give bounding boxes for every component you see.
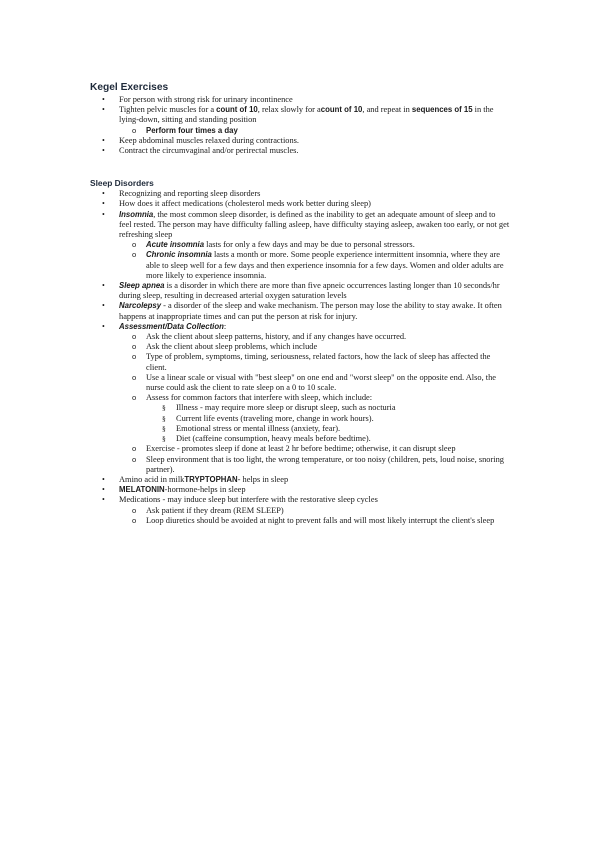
list-item bbox=[90, 444, 510, 454]
list-item bbox=[90, 516, 510, 526]
list-item bbox=[90, 105, 510, 125]
sleep-list bbox=[90, 189, 510, 526]
item-text: Tighten pelvic muscles for a bbox=[119, 105, 217, 115]
bullet-icon: o bbox=[132, 454, 137, 464]
bullet-icon: • bbox=[102, 209, 105, 219]
section-sign-icon: § bbox=[162, 423, 166, 433]
kegel-list bbox=[90, 95, 510, 156]
item-text: Use a linear scale or visual with "best sleep" on one end and "worst sleep" on the opposite end. Also, the nurse could ask the client to rate sleep on a 0 to 10 scale. bbox=[146, 372, 496, 393]
item-text: Diet (caffeine consumption, heavy meals before bedtime). bbox=[176, 434, 371, 444]
item-text: in the lying-down, sitting and standing position bbox=[119, 105, 494, 125]
bullet-icon: • bbox=[102, 95, 105, 104]
item-text: Ask patient if they dream (REM SLEEP) bbox=[146, 505, 284, 515]
bullet-icon: o bbox=[132, 240, 137, 250]
item-text: Ask the client about sleep patterns, history, and if any changes have occurred. bbox=[146, 332, 407, 342]
bullet-icon: • bbox=[102, 146, 105, 156]
bullet-icon: • bbox=[102, 495, 105, 505]
bullet-icon: • bbox=[102, 485, 105, 495]
bullet-icon: • bbox=[102, 474, 105, 484]
bullet-icon: o bbox=[132, 444, 137, 454]
item-text: Contract the circumvaginal and/or perirectal muscles. bbox=[119, 146, 299, 156]
bullet-icon: o bbox=[132, 515, 137, 525]
item-text: Amino acid in milk bbox=[119, 474, 185, 484]
item-text: Ask the client about sleep problems, which include bbox=[146, 342, 318, 352]
item-text: Illness - may require more sleep or disrupt sleep, such as nocturia bbox=[176, 403, 396, 413]
emphasis-text: MELATONIN bbox=[119, 485, 165, 495]
list-item bbox=[90, 146, 510, 156]
item-text: For person with strong risk for urinary incontinence bbox=[119, 95, 293, 104]
list-item bbox=[90, 495, 510, 505]
bullet-icon: o bbox=[132, 393, 137, 403]
emphasis-text: TRYPTOPHAN bbox=[184, 474, 238, 484]
bullet-icon: • bbox=[102, 189, 105, 199]
item-text: Keep abdominal muscles relaxed during contractions. bbox=[119, 135, 300, 145]
item-text: Sleep environment that is too light, the wrong temperature, or too noisy (children, pets, loud noise, snoring partner). bbox=[146, 454, 504, 474]
bullet-icon: • bbox=[102, 321, 105, 331]
bullet-icon: • bbox=[102, 135, 105, 145]
item-text: Type of problem, symptoms, timing, seriousness, related factors, how the lack of sleep has affected the client. bbox=[146, 352, 491, 372]
list-item bbox=[90, 301, 510, 321]
list-item bbox=[90, 189, 510, 199]
list-item bbox=[90, 322, 510, 332]
list-item bbox=[90, 342, 510, 352]
bullet-icon: o bbox=[132, 505, 137, 515]
list-item bbox=[90, 281, 510, 301]
item-text: Medications - may induce sleep but interfere with the restorative sleep cycles bbox=[119, 495, 378, 505]
bullet-icon: • bbox=[102, 105, 105, 115]
bullet-icon: o bbox=[132, 332, 137, 342]
list-item bbox=[90, 485, 510, 495]
emphasis-text: count of 10 bbox=[216, 105, 258, 115]
list-item bbox=[90, 393, 510, 403]
list-item bbox=[90, 434, 510, 444]
list-item bbox=[90, 250, 510, 281]
term-text: Chronic insomnia bbox=[146, 250, 212, 260]
list-item bbox=[90, 424, 510, 434]
term-text: Assessment/Data Collection bbox=[119, 321, 224, 331]
section-sign-icon: § bbox=[162, 413, 166, 423]
list-item bbox=[90, 506, 510, 516]
term-text: Narcolepsy bbox=[119, 301, 162, 311]
list-item bbox=[90, 475, 510, 485]
item-text: , the most common sleep disorder, is defined as the inability to get an adequate amount of sleep and to feel rested. The person may have difficulty falling asleep, have difficulty staying asleep, awaken too early, or not get refreshing sleep bbox=[119, 209, 510, 240]
list-item bbox=[90, 199, 510, 209]
item-text: Loop diuretics should be avoided at night to prevent falls and will most likely interrupt the client's sleep bbox=[146, 515, 495, 525]
item-text: Emotional stress or mental illness (anxiety, fear). bbox=[176, 423, 341, 433]
bullet-icon: o bbox=[132, 125, 137, 135]
kegel-heading: Kegel Exercises bbox=[90, 82, 169, 93]
sleep-heading: Sleep Disorders bbox=[90, 178, 154, 189]
item-text: How does it affect medications (cholesterol meds work better during sleep) bbox=[119, 199, 371, 209]
list-item bbox=[90, 403, 510, 413]
list-item bbox=[90, 240, 510, 250]
emphasis-text: sequences of 15 bbox=[411, 105, 473, 115]
bullet-icon: o bbox=[132, 342, 137, 352]
item-text: - a disorder of the sleep and wake mechanism. The person may lose the ability to stay awake. It often happens at inappropriate times and can put the person at risk for injury. bbox=[119, 301, 502, 321]
section-sign-icon: § bbox=[162, 434, 166, 444]
document-body bbox=[90, 82, 510, 526]
list-item bbox=[90, 95, 510, 105]
bullet-icon: o bbox=[132, 352, 137, 362]
emphasis-text: count of 10 bbox=[320, 105, 363, 115]
item-text: - helps in sleep bbox=[237, 474, 289, 484]
bullet-icon: • bbox=[102, 199, 105, 209]
list-item bbox=[90, 455, 510, 475]
emphasis-text: Perform four times a day bbox=[146, 125, 238, 135]
bullet-icon: o bbox=[132, 372, 137, 382]
item-text: is a disorder in which there are more than five apneic occurrences lasting longer than 10 seconds/hr during sleep, resulting in decreased arterial oxygen saturation levels bbox=[119, 281, 500, 301]
item-text: Current life events (traveling more, change in work hours). bbox=[176, 413, 374, 423]
list-item bbox=[90, 136, 510, 146]
item-text: Assess for common factors that interfere with sleep, which include: bbox=[146, 393, 373, 403]
list-item bbox=[90, 414, 510, 424]
item-text: -hormone-helps in sleep bbox=[164, 485, 246, 495]
item-text: , relax slowly for a bbox=[257, 105, 321, 115]
bullet-icon: o bbox=[132, 250, 137, 260]
list-item bbox=[90, 332, 510, 342]
list-item bbox=[90, 210, 510, 241]
term-text: Acute insomnia bbox=[146, 240, 205, 250]
item-text: lasts for only a few days and may be due to personal stressors. bbox=[204, 240, 415, 250]
list-item bbox=[90, 352, 510, 372]
bullet-icon: • bbox=[102, 281, 105, 291]
item-text: Recognizing and reporting sleep disorders bbox=[119, 189, 261, 199]
item-text: lasts a month or more. Some people experience intermittent insomnia, where they are able to sleep well for a few days and then experience insomnia for a few days. Women and older adults are more likely to experience insomnia. bbox=[146, 250, 504, 280]
bullet-icon: • bbox=[102, 301, 105, 311]
list-item bbox=[90, 126, 510, 136]
term-text: Sleep apnea bbox=[119, 281, 165, 291]
section-sign-icon: § bbox=[162, 403, 166, 413]
item-text: , and repeat in bbox=[362, 105, 412, 115]
item-text: Exercise - promotes sleep if done at least 2 hr before bedtime; otherwise, it can disrupt sleep bbox=[146, 444, 456, 454]
list-item bbox=[90, 373, 510, 393]
item-text: : bbox=[223, 321, 227, 331]
term-text: Insomnia bbox=[119, 209, 154, 219]
